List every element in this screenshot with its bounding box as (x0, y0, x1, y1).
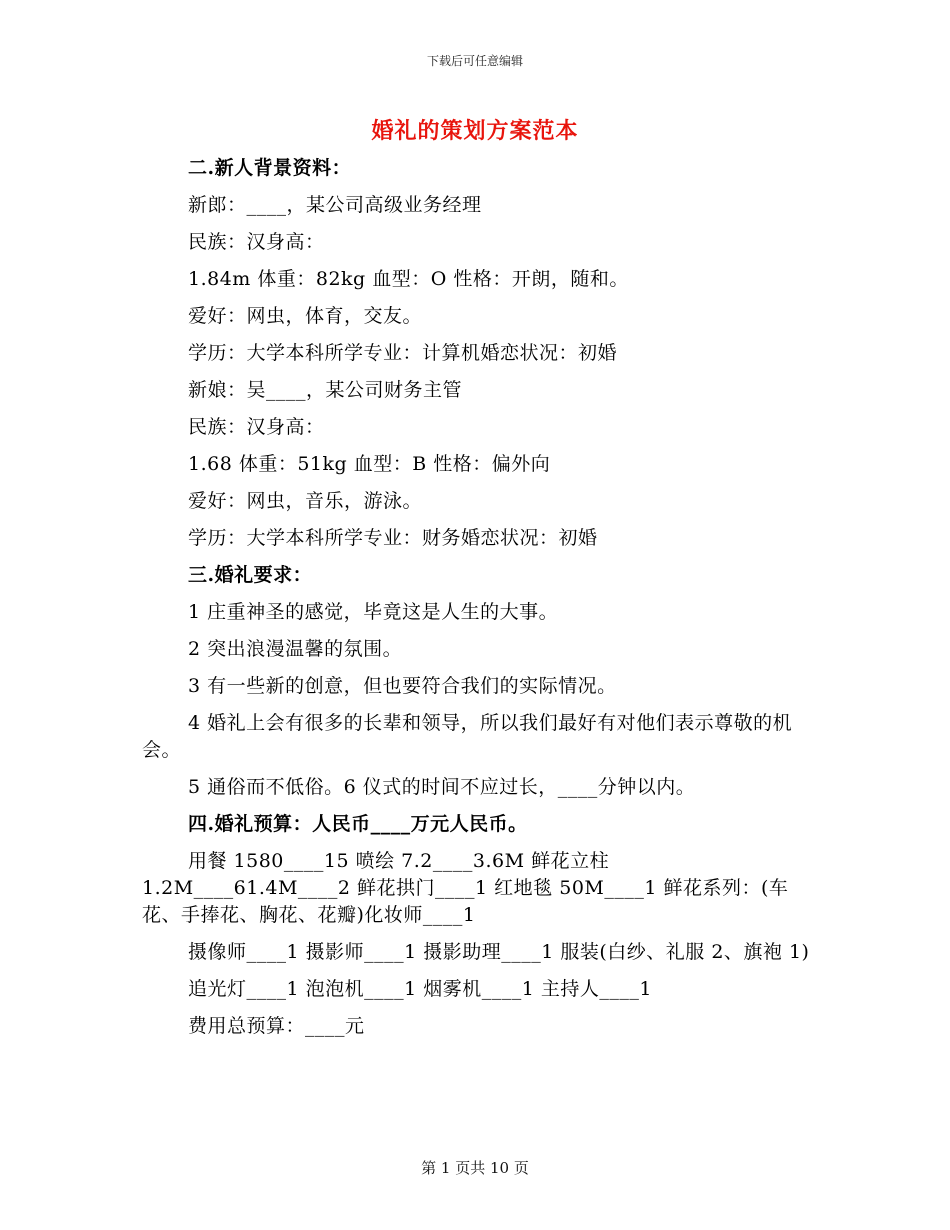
paragraph: 5 通俗而不低俗。6 仪式的时间不应过长，____分钟以内。 (188, 776, 696, 798)
paragraph: 爱好：网虫，音乐，游泳。 (188, 490, 423, 512)
paragraph: 学历：大学本科所学专业：计算机婚恋状况：初婚 (188, 342, 618, 364)
paragraph: 3 有一些新的创意，但也要符合我们的实际情况。 (188, 675, 617, 697)
paragraph: 4 婚礼上会有很多的长辈和领导，所以我们最好有对他们表示尊敬的机会。 (142, 712, 793, 761)
paragraph: 1.84m 体重：82kg 血型：O 性格：开朗，随和。 (188, 268, 629, 290)
document-title: 婚礼的策划方案范本 (371, 118, 579, 144)
document-body (142, 155, 812, 1050)
paragraph: 新郎：____，某公司高级业务经理 (188, 194, 482, 216)
section-heading: 二.新人背景资料： (188, 157, 352, 179)
paragraph: 费用总预算：____元 (188, 1015, 365, 1037)
paragraph: 追光灯____1 泡泡机____1 烟雾机____1 主持人____1 (188, 978, 652, 1000)
page-footer: 第 1 页共 10 页 (421, 1159, 529, 1177)
paragraph: 爱好：网虫，体育，交友。 (188, 305, 423, 327)
paragraph: 学历：大学本科所学专业：财务婚恋状况：初婚 (188, 527, 598, 549)
section-heading: 三.婚礼要求： (188, 564, 313, 586)
paragraph: 2 突出浪漫温馨的氛围。 (188, 638, 403, 660)
paragraph: 民族：汉身高： (188, 416, 325, 438)
paragraph: 用餐 1580____15 喷绘 7.2____3.6M 鲜花立柱 1.2M____61.4M____2 鲜花拱门____1 红地毯 50M____1 鲜花系列：(车花、手捧花、胸花、花瓣)化妆师____1 (142, 850, 789, 926)
page-header: 下载后可任意编辑 (426, 54, 523, 68)
paragraph: 1 庄重神圣的感觉，毕竟这是人生的大事。 (188, 601, 559, 623)
paragraph: 民族：汉身高： (188, 231, 325, 253)
section-heading: 四.婚礼预算：人民币____万元人民币。 (188, 813, 528, 835)
paragraph: 摄像师____1 摄影师____1 摄影助理____1 服装(白纱、礼服 2、旗袍 1) (188, 941, 810, 963)
paragraph: 新娘：吴____，某公司财务主管 (188, 379, 463, 401)
paragraph: 1.68 体重：51kg 血型：B 性格：偏外向 (188, 453, 551, 475)
